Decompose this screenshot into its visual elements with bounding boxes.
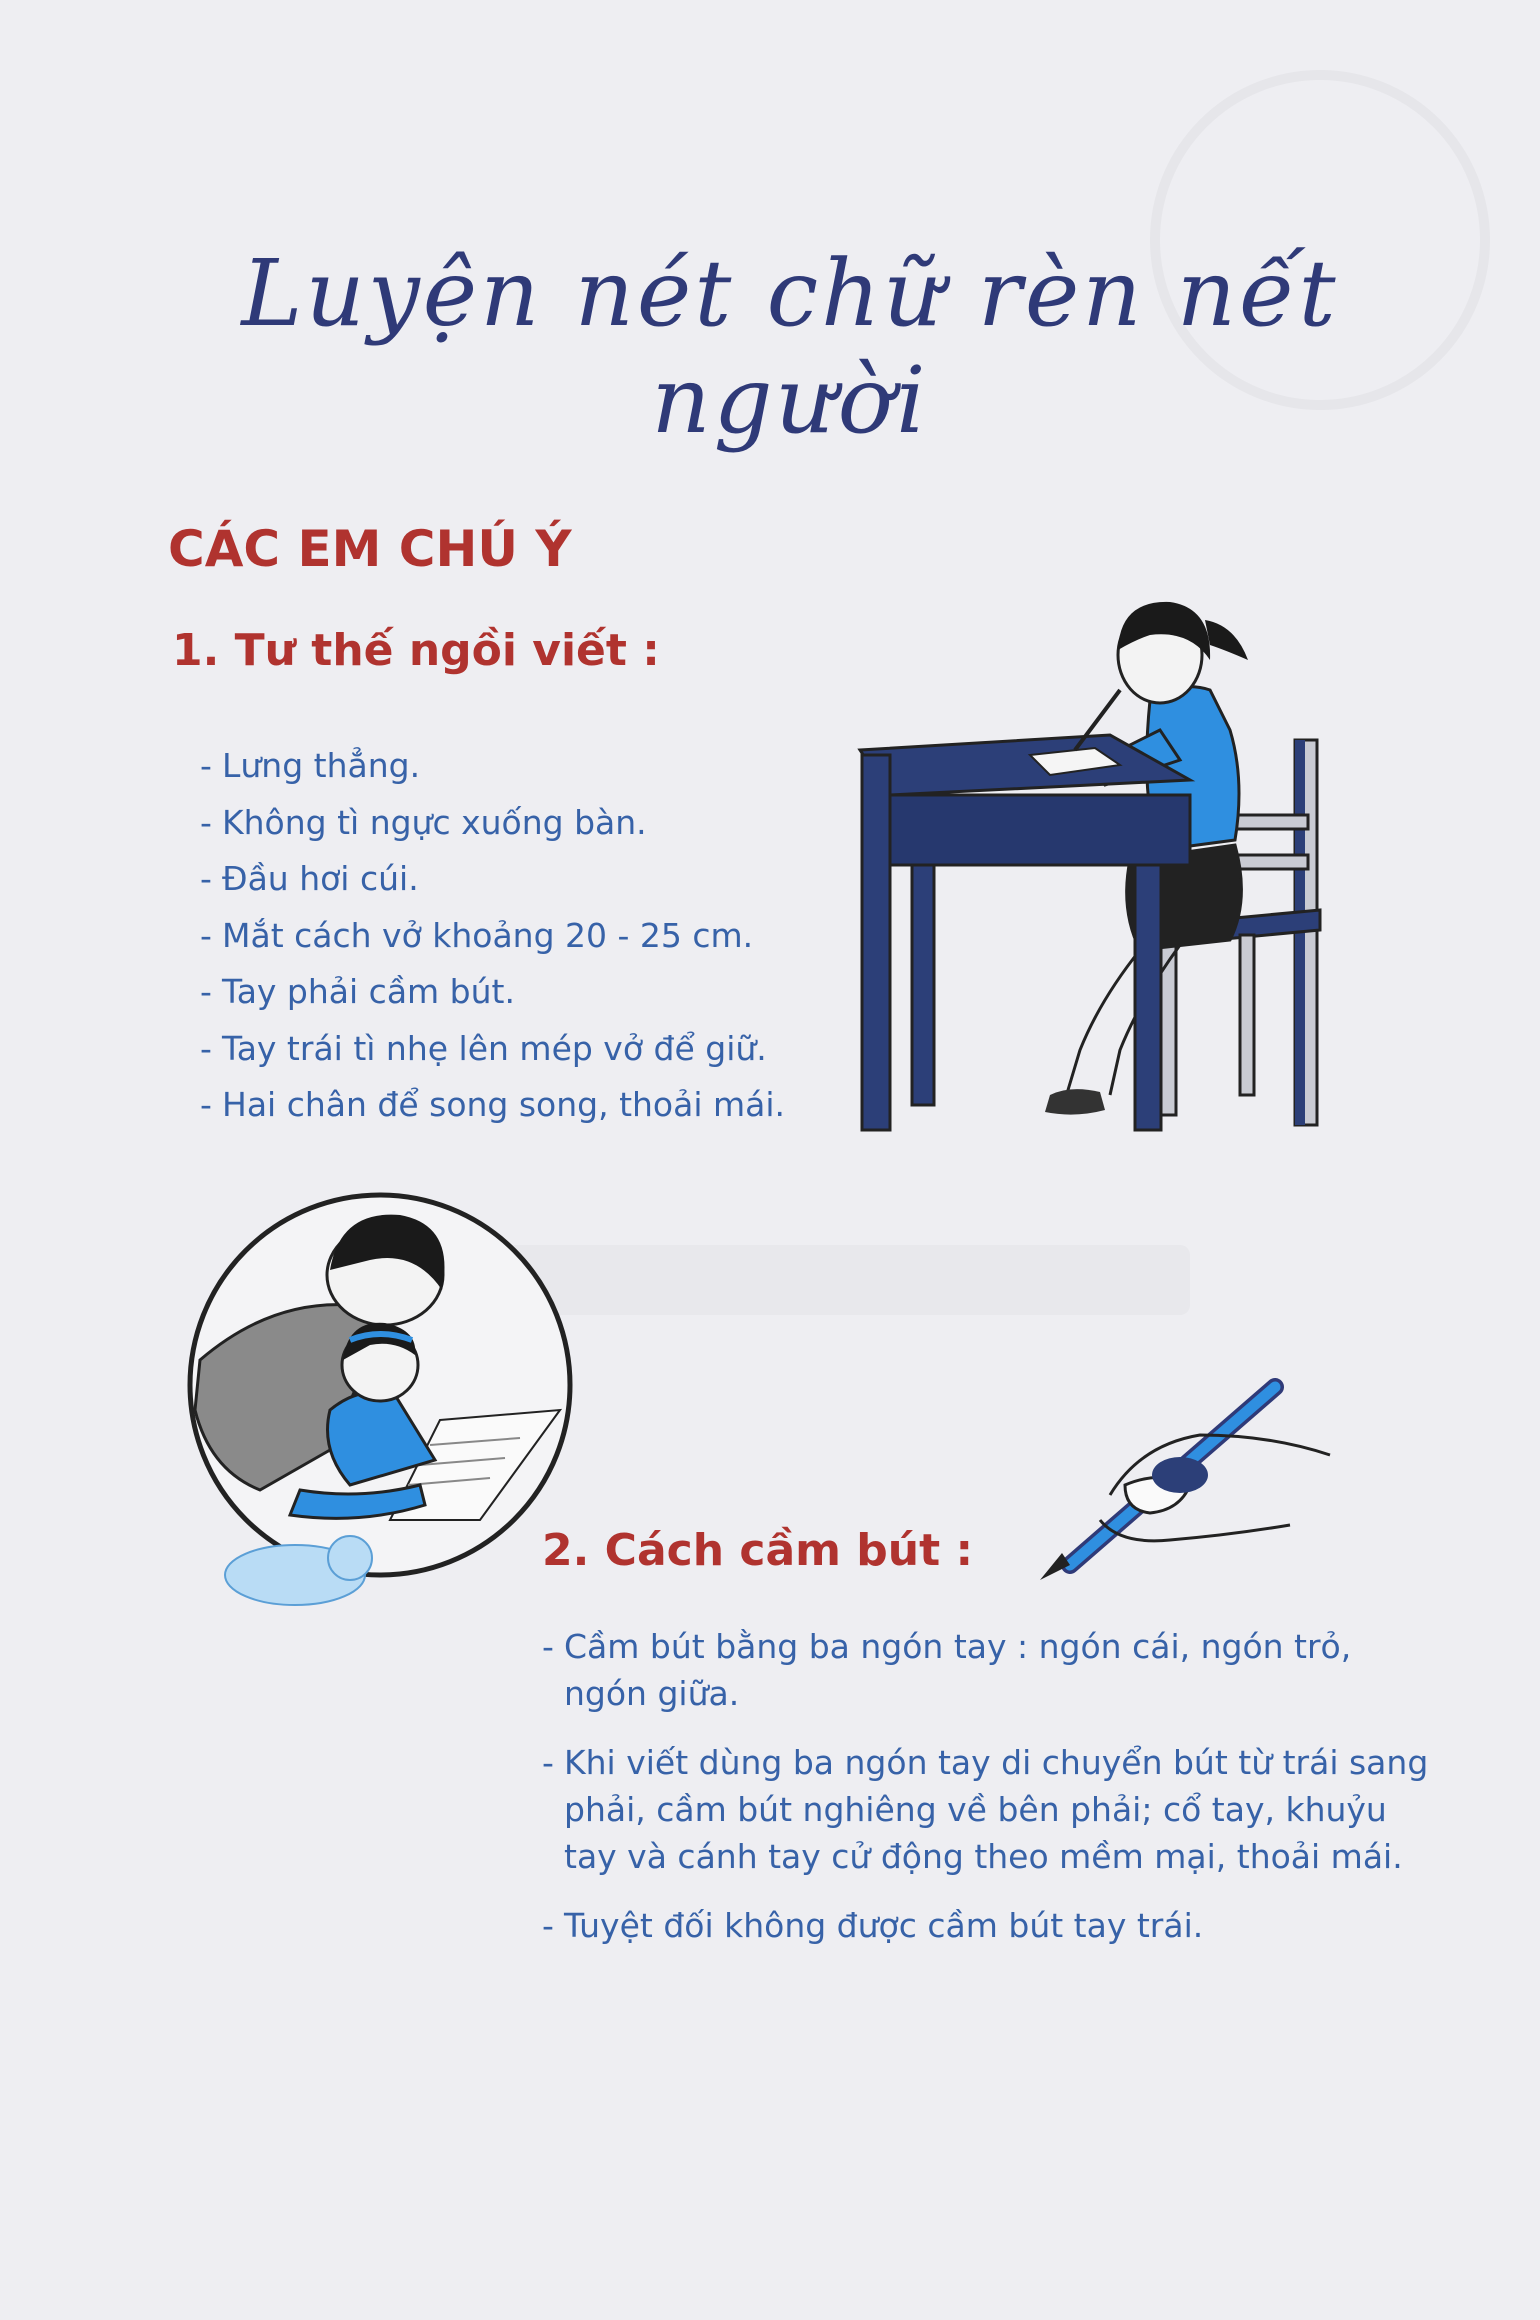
mother-child-writing-illustration [180, 1190, 600, 1610]
list-item: - Không tì ngực xuống bàn. [200, 802, 647, 842]
list-item: - Tay trái tì nhẹ lên mép vở để giữ. [200, 1028, 767, 1068]
list-item: - Mắt cách vở khoảng 20 - 25 cm. [200, 915, 754, 955]
list-item: - Lưng thẳng. [200, 746, 421, 785]
sitting-posture-list [200, 738, 785, 1134]
page-title: Luyện nét chữ rèn nết người [241, 240, 1339, 454]
list-item: - Đầu hơi cúi. [200, 859, 419, 898]
student-at-desk-illustration [850, 580, 1370, 1140]
section1-heading: 1. Tư thế ngồi viết : [172, 625, 660, 676]
list-item: - Tuyệt đối không được cầm bút tay trái. [542, 1906, 1204, 1945]
notice-heading: CÁC EM CHÚ Ý [168, 520, 572, 578]
section2-heading: 2. Cách cầm bút : [542, 1525, 974, 1576]
pen-holding-list [542, 1623, 1442, 1971]
list-item: - Cầm bút bằng ba ngón tay : ngón cái, ngón trỏ, ngón giữa. [542, 1627, 1352, 1713]
list-item: - Khi viết dùng ba ngón tay di chuyển bút từ trái sang phải, cầm bút nghiêng về bên phải; cổ tay, khuỷu tay và cánh tay cử động theo mềm mại, thoải mái. [542, 1743, 1429, 1876]
list-item: - Tay phải cầm bút. [200, 972, 515, 1011]
hand-holding-pen-illustration [1030, 1375, 1340, 1585]
list-item: - Hai chân để song song, thoải mái. [200, 1085, 786, 1124]
